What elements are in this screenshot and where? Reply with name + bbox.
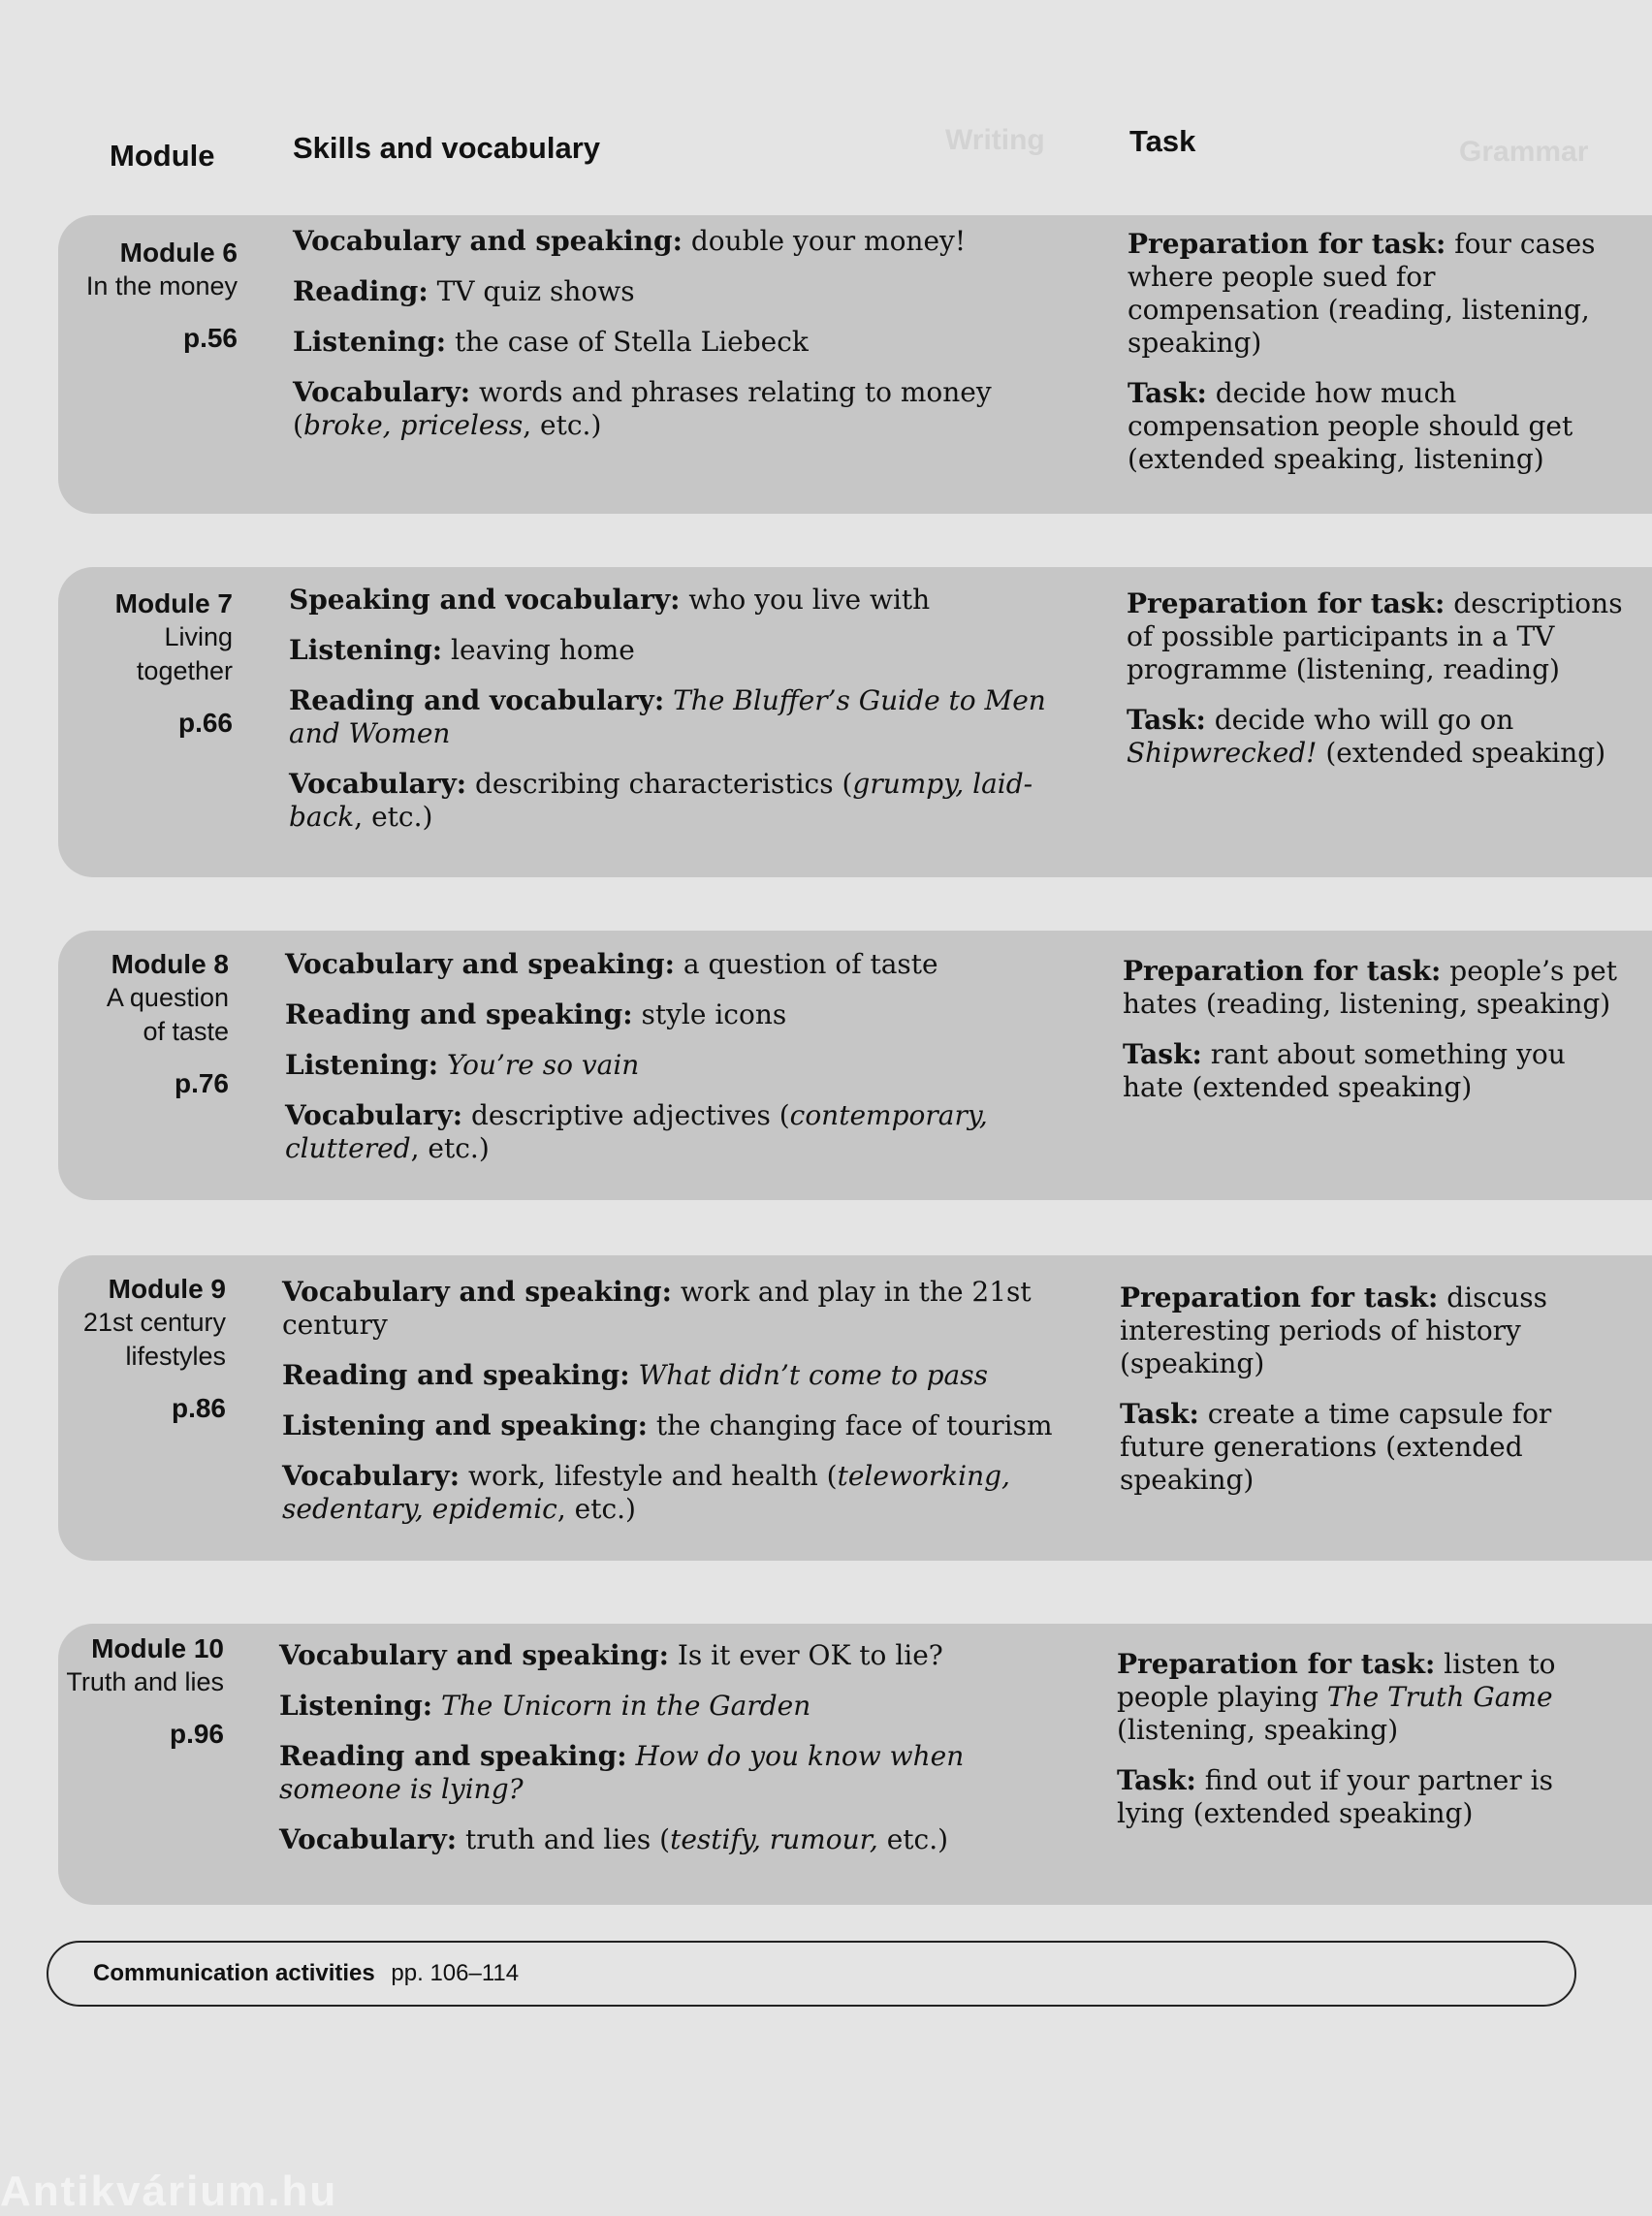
item-text: truth and lies ( [457,1823,671,1855]
item-text: The Unicorn in the Garden [441,1690,811,1722]
module-title-line: Living [164,622,233,651]
skills-list-10 [279,1639,1055,1874]
module-title-line: lifestyles [125,1342,226,1371]
skill-item [279,1690,1055,1723]
item-text: testify, rumour, [670,1823,878,1855]
item-label: Reading and speaking: [279,1740,627,1772]
item-text: (listening, speaking) [1117,1714,1399,1746]
skill-item [285,1049,1061,1082]
module-number: Module 10 [91,1633,224,1663]
task-list-10 [1117,1648,1621,1848]
header-module: Module [110,139,215,173]
skill-item [279,1823,1055,1856]
item-label: Preparation for task: [1117,1648,1436,1680]
item-text: find out if your partner is lying (extended speaking) [1117,1764,1553,1829]
item-text: etc.) [877,1823,949,1855]
task-item [1123,955,1627,1021]
item-label: Preparation for task: [1120,1282,1439,1314]
task-list-9 [1120,1282,1624,1514]
item-text: Shipwrecked! [1127,737,1318,769]
item-label: Vocabulary and speaking: [282,1276,672,1308]
skill-item [285,948,1061,981]
item-text: a question of taste [674,948,938,980]
skill-item [279,1639,1055,1672]
ghost-header-writing: Writing [945,124,1045,156]
module-number: Module 7 [114,588,233,618]
module-title-line: 21st century [82,1308,226,1337]
item-text: people’s pet hates (reading, listening, speaking) [1123,955,1618,1020]
module-info-10 [45,1631,224,1751]
skill-item [289,584,1064,617]
item-text: The Truth Game [1326,1681,1553,1713]
item-text: four cases where people sued for compensation (reading, listening, speaking) [1128,228,1596,359]
module-title-line: A question [106,983,229,1012]
header-task: Task [1129,124,1196,158]
task-list-6 [1128,228,1632,493]
module-page: p.76 [174,1068,229,1098]
task-item [1117,1648,1621,1747]
item-text: grumpy, laid-back [289,768,1033,833]
communication-label: Communication activities [93,1960,375,1986]
item-text: contemporary, cluttered [285,1099,988,1164]
item-text: , etc.) [556,1493,636,1525]
item-label: Listening and speaking: [282,1409,648,1441]
module-title-line: In the money [85,271,238,301]
task-list-7 [1127,587,1631,787]
module-info-8 [49,947,229,1100]
item-text: who you live with [680,584,931,616]
task-item [1128,228,1632,360]
skill-item [282,1276,1058,1342]
skills-list-8 [285,948,1061,1183]
skill-item [282,1460,1058,1526]
task-item [1127,587,1631,686]
module-info-7 [53,586,233,740]
module-info-6 [58,236,238,355]
skills-list-7 [289,584,1064,851]
item-text: double your money! [682,225,967,257]
item-label: Listening: [279,1690,433,1722]
item-label: Reading and speaking: [285,998,633,1030]
module-page: p.56 [182,323,238,353]
item-label: Preparation for task: [1127,587,1446,619]
skill-item [289,634,1064,667]
module-page: p.86 [171,1393,226,1423]
item-label: Vocabulary: [285,1099,463,1131]
item-label: Reading and speaking: [282,1359,630,1391]
communication-activities-bar [47,1941,1576,2007]
skills-list-6 [293,225,1068,459]
item-text: The Bluffer’s Guide to Men and Women [289,684,1046,749]
module-info-9 [47,1272,226,1425]
skill-item [282,1409,1058,1442]
item-label: Vocabulary: [293,376,471,408]
item-text: Is it ever OK to lie? [668,1639,943,1671]
item-text [432,1690,441,1722]
item-text: style icons [632,998,787,1030]
skills-list-9 [282,1276,1058,1543]
item-text: (extended speaking) [1317,737,1606,769]
item-text [664,684,673,716]
item-label: Vocabulary and speaking: [293,225,683,257]
skill-item [285,998,1061,1031]
item-text: broke, priceless [302,409,524,441]
item-text: discuss interesting periods of history (speaking) [1120,1282,1547,1379]
watermark: Antikvárium.hu [0,2168,338,2215]
item-text: describing characteristics ( [466,768,853,800]
item-label: Task: [1123,1038,1202,1070]
item-label: Vocabulary and speaking: [279,1639,669,1671]
skill-item [293,275,1068,308]
task-item [1120,1282,1624,1380]
item-label: Vocabulary: [279,1823,458,1855]
item-text: the case of Stella Liebeck [446,326,809,358]
item-text: How do you know when someone is lying? [279,1740,965,1805]
skill-item [293,376,1068,442]
item-text: , etc.) [410,1132,490,1164]
item-text: descriptive adjectives ( [462,1099,790,1131]
skill-item [289,684,1064,750]
item-text: What didn’t come to pass [638,1359,988,1391]
item-label: Task: [1127,704,1206,736]
item-text: work, lifestyle and health ( [460,1460,838,1492]
item-text: teleworking, sedentary, epidemic [282,1460,1010,1525]
header-skills: Skills and vocabulary [293,131,601,165]
item-text: descriptions of possible participants in a TV programme (listening, reading) [1127,587,1623,685]
module-number: Module 6 [119,237,238,268]
item-label: Listening: [293,326,447,358]
item-label: Task: [1117,1764,1196,1796]
module-title-line: together [136,656,233,685]
item-label: Listening: [285,1049,439,1081]
task-item [1120,1398,1624,1497]
item-text: the changing face of tourism [647,1409,1053,1441]
item-label: Vocabulary: [282,1460,461,1492]
item-label: Preparation for task: [1123,955,1442,987]
item-text: create a time capsule for future generations (extended speaking) [1120,1398,1552,1496]
skill-item [293,326,1068,359]
ghost-header-grammar: Grammar [1459,136,1589,168]
item-text: TV quiz shows [428,275,635,307]
item-text: leaving home [442,634,635,666]
module-title-line: Truth and lies [66,1667,224,1696]
task-item [1117,1764,1621,1830]
item-label: Speaking and vocabulary: [289,584,681,616]
skill-item [289,768,1064,834]
item-label: Listening: [289,634,443,666]
module-page: p.96 [169,1719,224,1749]
skill-item [285,1099,1061,1165]
item-text: listen to people playing [1117,1648,1556,1713]
item-text [438,1049,447,1081]
item-label: Reading: [293,275,429,307]
task-item [1128,377,1632,476]
item-text: , etc.) [354,801,433,833]
item-label: Task: [1120,1398,1199,1430]
item-label: Reading and vocabulary: [289,684,665,716]
communication-pages: pp. 106–114 [391,1960,520,1986]
module-page: p.66 [177,708,233,738]
item-text: , etc.) [523,409,602,441]
module-number: Module 8 [111,949,229,979]
item-text: rant about something you hate (extended speaking) [1123,1038,1566,1103]
item-label: Vocabulary and speaking: [285,948,675,980]
skill-item [293,225,1068,258]
item-text: words and phrases relating to money ( [293,376,992,441]
item-label: Preparation for task: [1128,228,1446,260]
item-text: decide how much compensation people should get (extended speaking, listening) [1128,377,1573,475]
task-item [1123,1038,1627,1104]
module-title-line: of taste [143,1017,229,1046]
item-text: work and play in the 21st century [282,1276,1032,1341]
item-label: Vocabulary: [289,768,467,800]
task-item [1127,704,1631,770]
item-text: You’re so vain [447,1049,640,1081]
task-list-8 [1123,955,1627,1122]
module-number: Module 9 [108,1274,226,1304]
item-text: decide who will go on [1205,704,1514,736]
skill-item [279,1740,1055,1806]
skill-item [282,1359,1058,1392]
item-label: Task: [1128,377,1207,409]
